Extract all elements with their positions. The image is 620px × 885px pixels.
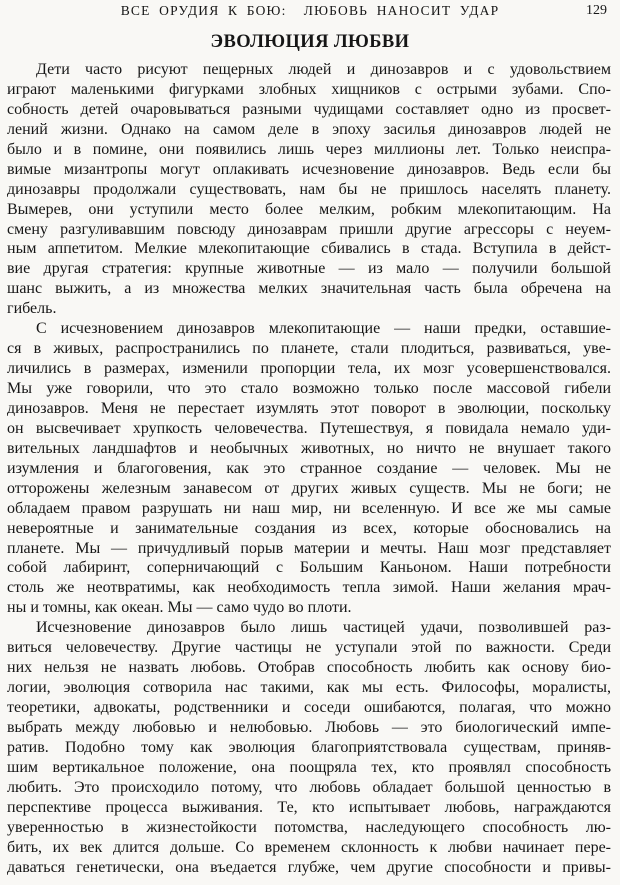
text-line: вие другая стратегия: крупные животные — из мало — получили большой — [7, 260, 611, 278]
text-line: ным аппетитом. Мелкие млекопитающие сбивались в стада. Вступила в дейст- — [7, 240, 611, 258]
running-header-title: ВСЕ ОРУДИЯ К БОЮ: ЛЮБОВЬ НАНОСИТ УДАР — [120, 3, 500, 18]
text-line: гибель. — [7, 300, 57, 318]
text-line: бить, их век длится дольше. Со временем склонность к любви начинает пере- — [7, 838, 611, 856]
text-line: любить. Это происходило потому, что любовь обладает большой ценностью в — [7, 778, 611, 796]
text-line: даваться генетически, она въедается глубже, чем другие способности и привы- — [7, 858, 611, 876]
text-line: смену разгуливавшим повсюду динозаврам пришли другие агрессоры с неуем- — [7, 220, 611, 238]
page-number: 129 — [586, 3, 607, 18]
text-line: С исчезновением динозавров млекопитающие — наши предки, оставшие- — [36, 320, 611, 338]
text-line: выбрать между любовью и нелюбовью. Любовь — это биологический импе- — [7, 718, 611, 736]
text-line: Вымерев, они уступили место более мелким, робким млекопитающим. На — [7, 200, 611, 218]
text-line: ся в живых, распространились по планете, стали плодиться, развиваться, уве- — [7, 340, 611, 358]
text-line: обладаем правом разрушать ни наш мир, ни вселенную. И все же мы самые — [7, 499, 611, 517]
chapter-title: ЭВОЛЮЦИЯ ЛЮБВИ — [210, 32, 410, 52]
text-line: вительных ландшафтов и необычных животных, но ничто не внушает такого — [7, 439, 611, 457]
text-line: шим вертикальное положение, она поощряла тех, кто проявлял способность — [7, 758, 611, 776]
text-line: теоретики, адвокаты, родственники и соседи ошибаются, полагая, что можно — [7, 699, 611, 716]
text-line: играют маленькими фигурками злобных хищников с острыми зубами. Спо- — [7, 80, 611, 98]
text-line: динозавров. Меня не перестает изумлять этот поворот в эволюции, поскольку — [7, 399, 611, 417]
text-line: динозавры продолжали существовать, нам бы не пришлось населять планету. — [7, 180, 611, 198]
text-line: перспективе процесса выживания. Те, кто испытывает любовь, награждаются — [7, 798, 611, 816]
text-line: изумления и благоговения, как это странное создание — человек. Мы не — [7, 459, 611, 477]
text-line: ратив. Подобно тому как эволюция благоприятствовала существам, приняв- — [7, 738, 611, 756]
text-line: собность детей очаровываться разными чудищами составляет одно из просвет- — [7, 100, 611, 118]
text-line: ны и томны, как океан. Мы — само чудо во плоти. — [7, 599, 352, 617]
text-line: Дети часто рисуют пещерных людей и динозавров и с удовольствием — [36, 61, 611, 78]
text-line: он высвечивает хрупкость человечества. Путешествуя, я повидала немало уди- — [7, 419, 611, 437]
text-line: них нельзя не назвать любовь. Отобрав способность любить как основу био- — [7, 659, 611, 677]
text-line: виться человечеству. Другие частицы не уступали этой по важности. Среди — [7, 639, 611, 657]
text-line: уверенностью в жизнестойкости потомства, наследующего способность лю- — [7, 818, 611, 836]
text-line: вимые мизантропы могут оплакивать исчезновение динозавров. Ведь если бы — [7, 160, 611, 178]
text-line: планете. Мы — причудливый порыв материи и мечты. Наш мозг представляет — [7, 539, 611, 557]
text-line: было и в помине, они появились лишь через миллионы лет. Только неиспра- — [7, 140, 611, 158]
text-line: шанс выжить, а из множества мелких значительная часть была обречена на — [7, 280, 611, 298]
text-line: собой лабиринт, соперничающий с Большим Каньоном. Наши потребности — [7, 559, 611, 577]
text-line: личились в размерах, изменили пропорции тела, их мозг усовершенствовался. — [7, 360, 611, 378]
text-line: Исчезновение динозавров было лишь частицей удачи, позволившей раз- — [36, 619, 611, 637]
text-line: Мы уже говорили, что это стало возможно только после массовой гибели — [7, 380, 611, 397]
text-line: невероятные и занимательные создания из всех, которые обосновались на — [7, 519, 611, 537]
text-line: отторожены железным занавесом от других живых существ. Мы не боги; не — [7, 479, 611, 497]
text-line: столь же неотвратимы, как необходимость тепла зимой. Наши желания мрач- — [7, 579, 611, 597]
body-text — [7, 60, 611, 877]
running-header — [0, 3, 620, 21]
text-line: лений жизни. Однако на самом деле в эпоху засилья динозавров людей не — [7, 120, 611, 138]
text-line: логии, эволюция сотворила нас такими, как мы есть. Философы, моралисты, — [7, 679, 611, 697]
